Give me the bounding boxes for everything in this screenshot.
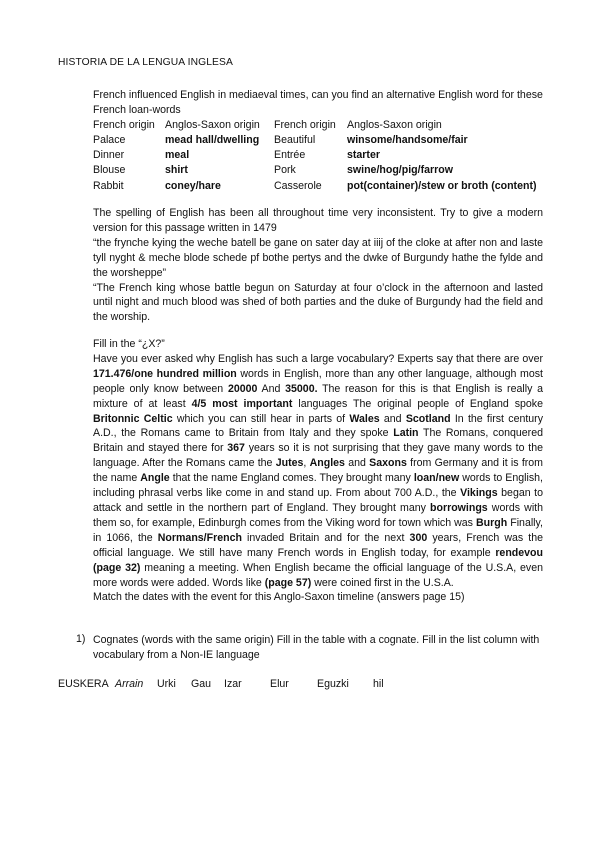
answer-21: (page 57) (264, 576, 312, 589)
table-row (93, 148, 543, 163)
answer-7: Scotland (405, 412, 451, 425)
answer-8: Latin (393, 427, 419, 440)
table-row (93, 133, 543, 148)
euskera-word: hil (373, 678, 384, 690)
french-word: Entrée (274, 149, 306, 162)
french-word: Beautiful (274, 134, 316, 146)
anglo-saxon-word: swine/hog/pig/farrow (347, 164, 453, 177)
euskera-row (0, 678, 600, 694)
fill-in-section (93, 337, 543, 605)
table-row (93, 179, 543, 194)
answer-10: Jutes (275, 457, 304, 470)
loanwords-table (93, 118, 543, 194)
french-word: Dinner (93, 149, 125, 162)
french-word: Palace (93, 134, 126, 146)
header-anglo-saxon-origin-2: Anglos-Saxon origin (347, 118, 442, 131)
french-word: Blouse (93, 164, 126, 177)
table-header-row (93, 118, 543, 133)
anglo-saxon-word: pot(container)/stew or broth (content) (347, 179, 537, 192)
answer-1: 171.476/one hundred million (93, 367, 237, 380)
euskera-word: Urki (157, 678, 176, 690)
euskera-word: Gau (191, 678, 212, 690)
page-title: HISTORIA DE LA LENGUA INGLESA (58, 57, 233, 68)
answer-16: borrowings (430, 501, 488, 514)
loanwords-section (93, 88, 543, 194)
answer-9: 367 (227, 442, 245, 455)
spelling-section (93, 206, 543, 325)
answer-12: Saxons (369, 457, 407, 470)
table-row (93, 163, 543, 178)
answer-5: Britonnic Celtic (93, 412, 173, 425)
euskera-word: Eguzki (317, 678, 349, 690)
modern-english-passage: “The French king whose battle begun on Saturday at four o’clock in the afternoon and lasted until night and much blood was shed of both parties and the duke of Burgundy had the field and the worship. (93, 281, 543, 324)
answer-2: 20000 (227, 382, 258, 395)
answer-18: Normans/French (157, 531, 242, 544)
answer-19: 300 (409, 531, 428, 544)
french-word: Rabbit (93, 179, 124, 192)
question-number: 1) (76, 633, 86, 645)
euskera-label: EUSKERA (58, 678, 109, 690)
french-word: Casserole (274, 179, 322, 192)
euskera-word: Elur (270, 678, 289, 690)
answer-13: Angle (140, 472, 170, 485)
anglo-saxon-word: starter (347, 149, 380, 162)
fill-in-heading: Fill in the “¿X?” (93, 338, 165, 350)
answer-17: Burgh (476, 516, 508, 529)
answer-20: rendevou (page 32) (93, 546, 543, 574)
anglo-saxon-word: coney/hare (165, 179, 221, 192)
anglo-saxon-word: mead hall/dwelling (165, 134, 260, 146)
answer-6: Wales (349, 412, 380, 425)
spelling-instruction: The spelling of English has been all throughout time very inconsistent. Try to give a modern version for this passage written in 1479 (93, 207, 543, 234)
header-french-origin-2: French origin (274, 118, 336, 131)
answer-4: 4/5 most important (191, 397, 293, 410)
question-text: Cognates (words with the same origin) Fill in the table with a cognate. Fill in the list column with vocabulary from a Non-IE language (93, 634, 540, 661)
answer-3: 35000. (285, 382, 318, 395)
loanwords-intro: French influenced English in mediaeval times, can you find an alternative English word for these French loan-words (93, 89, 543, 116)
answer-15: Vikings (460, 487, 498, 500)
answer-11: Angles (309, 457, 345, 470)
anglo-saxon-word: winsome/handsome/fair (347, 134, 468, 146)
header-anglo-saxon-origin-1: Anglos-Saxon origin (165, 118, 260, 131)
anglo-saxon-word: meal (165, 149, 190, 162)
header-french-origin-1: French origin (93, 118, 155, 131)
fill-in-paragraph: Have you ever asked why English has such a large vocabulary? Experts say that there are over 171.476/one hundred million words in English, more than any other language, although most people only know between 20000 And 35000. The reason for this is that English is really a mixture of at least 4/5 most important languages The original people of England spoke Britonnic Celtic which you can still hear in parts of Wales and Scotland In the first century A.D., the Romans came to Britain from Italy and they spoke Latin The Romans, conquered Britain and stayed there for 367 years so it is not surprising that they gave many words to the language. After the Romans came the Jutes, Angles and Saxons from Germany and it is from the name Angle that the name England comes. They brought many loan/new words to English, including phrasal verbs like come in and stand up. From about 700 A.D., the Vikings began to attack and settle in the northern part of England. They brought many borrowings words with them so, for example, Edinburgh comes from the Viking word for town which was Burgh Finally, in 1066, the Normans/French invaded Britain and for the next 300 years, French was the official language. We still have many French words in English today, for example rendevou (page 32) meaning a meeting. When English became the official language of the U.S.A, even more words were added. Words like (page 57) were coined first in the U.S.A. (93, 352, 544, 589)
euskera-word: Arrain (115, 678, 144, 690)
euskera-word: Izar (224, 678, 242, 690)
answer-14: loan/new (413, 472, 460, 485)
french-word: Pork (274, 164, 296, 177)
anglo-saxon-word: shirt (165, 164, 188, 177)
timeline-instruction: Match the dates with the event for this Anglo-Saxon timeline (answers page 15) (93, 591, 465, 604)
old-english-passage: “the frynche kying the weche batell be gane on sater day at iiij of the cloke at after non and laste tyll nyght & meche blode schede pf bothe pertys and the dwke of Burgundy hathe the fylde and the worsheppe” (93, 236, 543, 279)
